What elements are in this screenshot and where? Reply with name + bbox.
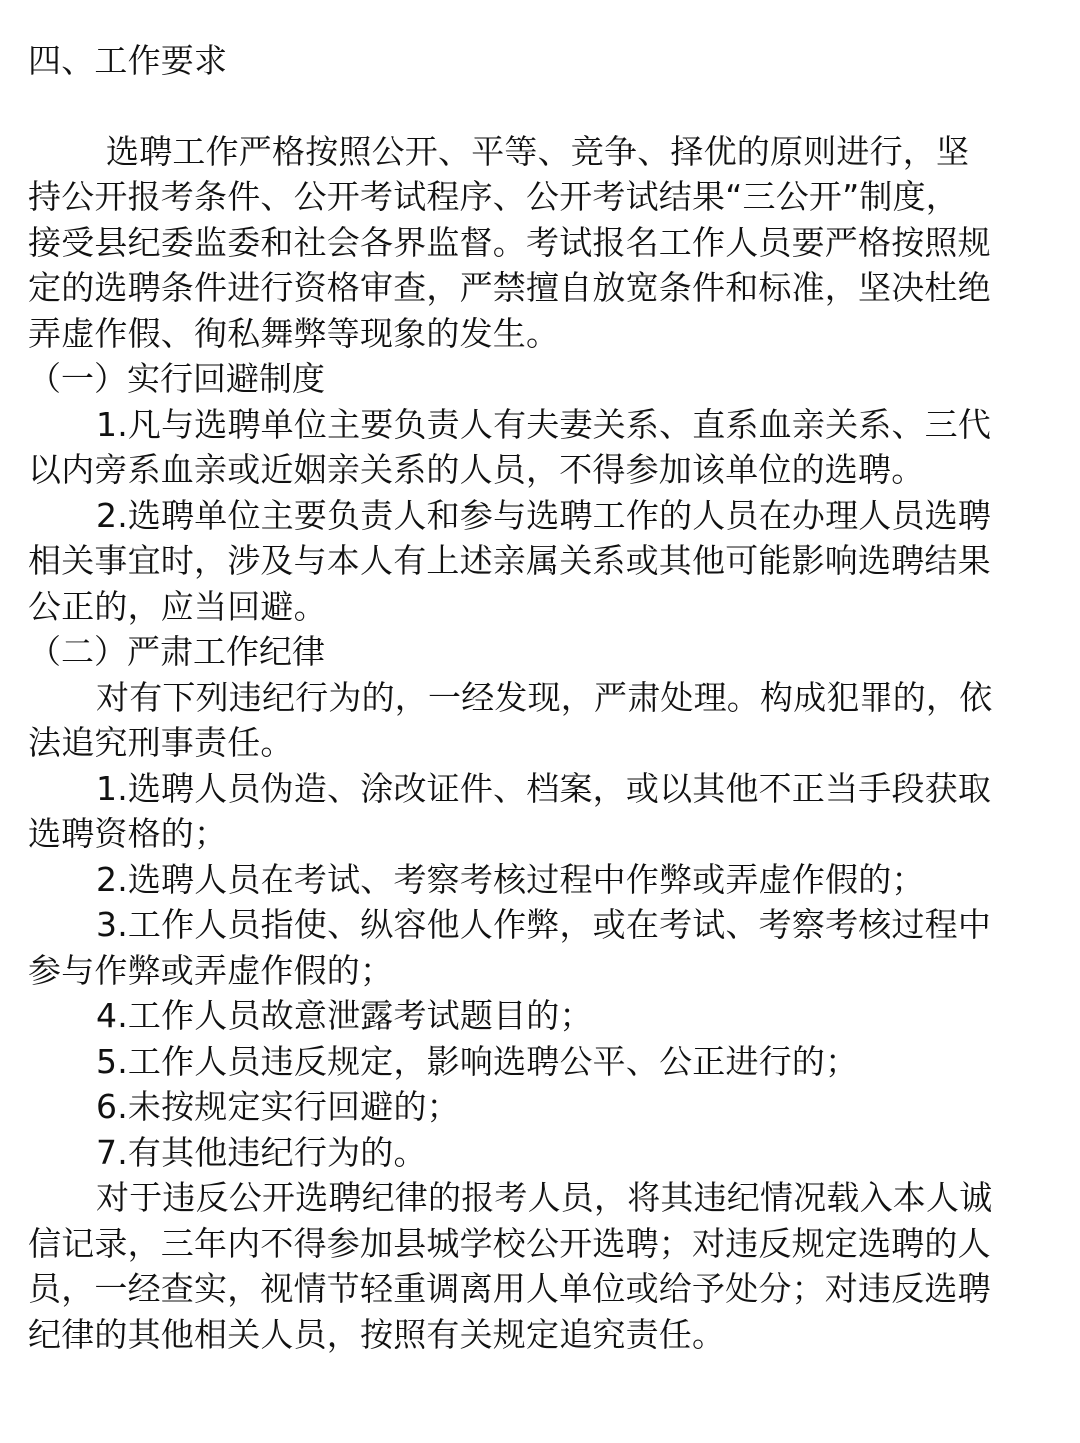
- item-line: 2.选聘单位主要负责人和参与选聘工作的人员在办理人员选聘: [96, 495, 992, 535]
- item-line: 以内旁系血亲或近姻亲关系的人员，不得参加该单位的选聘。: [28, 450, 925, 489]
- paragraph-line: 选聘工作严格按照公开、平等、竞争、择优的原则进行，坚: [106, 131, 970, 171]
- document-body: [28, 38, 1052, 1357]
- paragraph-line: 对有下列违纪行为的，一经发现，严肃处理。构成犯罪的，依: [96, 677, 993, 717]
- item-line: 选聘资格的；: [28, 814, 228, 853]
- discipline-item: [28, 857, 1052, 903]
- discipline-item: [28, 1130, 1052, 1176]
- discipline-item: [28, 1084, 1052, 1130]
- recusal-item: [28, 402, 1052, 493]
- paragraph-line: 持公开报考条件、公开考试程序、公开考试结果“三公开”制度，: [28, 177, 959, 216]
- intro-paragraph: [28, 129, 1052, 357]
- paragraph-line: 纪律的其他相关人员，按照有关规定追究责任。: [28, 1314, 726, 1354]
- item-line: 7.有其他违纪行为的。: [96, 1132, 427, 1172]
- subsection-title-recusal: （一）实行回避制度: [28, 359, 325, 398]
- item-line: 1.选聘人员伪造、涂改证件、档案，或以其他不正当手段获取: [96, 768, 992, 808]
- closing-paragraph: [28, 1175, 1052, 1357]
- item-line: 1.凡与选聘单位主要负责人有夫妻关系、直系血亲关系、三代: [96, 404, 992, 444]
- discipline-item: [28, 1039, 1052, 1085]
- item-line: 6.未按规定实行回避的；: [96, 1087, 460, 1126]
- item-line: 4.工作人员故意泄露考试题目的；: [96, 996, 593, 1035]
- item-line: 公正的，应当回避。: [28, 586, 327, 626]
- paragraph-line: 信记录，三年内不得参加县城学校公开选聘；对违反规定选聘的人: [28, 1223, 991, 1263]
- item-line: 5.工作人员违反规定，影响选聘公平、公正进行的；: [96, 1041, 859, 1081]
- item-line: 2.选聘人员在考试、考察考核过程中作弊或弄虚作假的；: [96, 859, 925, 899]
- item-line: 相关事宜时，涉及与本人有上述亲属关系或其他可能影响选聘结果: [28, 541, 991, 580]
- paragraph-line: 法追究刑事责任。: [28, 723, 294, 762]
- paragraph-line: 员，一经查实，视情节轻重调离用人单位或给予处分；对违反选聘: [28, 1269, 991, 1308]
- paragraph-line: 对于违反公开选聘纪律的报考人员，将其违纪情况载入本人诚: [96, 1178, 993, 1217]
- recusal-item: [28, 493, 1052, 630]
- item-line: 参与作弊或弄虚作假的；: [28, 950, 394, 990]
- discipline-intro: [28, 675, 1052, 766]
- paragraph-line: 弄虚作假、徇私舞弊等现象的发生。: [28, 313, 560, 353]
- discipline-item: [28, 993, 1052, 1039]
- paragraph-line: 接受县纪委监委和社会各界监督。考试报名工作人员要严格按照规: [28, 222, 991, 262]
- discipline-item: [28, 902, 1052, 993]
- item-line: 3.工作人员指使、纵容他人作弊，或在考试、考察考核过程中: [96, 905, 992, 944]
- section-heading: 四、工作要求: [28, 41, 228, 80]
- discipline-item: [28, 766, 1052, 857]
- paragraph-line: 定的选聘条件进行资格审查，严禁擅自放宽条件和标准，坚决杜绝: [28, 268, 991, 307]
- subsection-title-discipline: （二）严肃工作纪律: [28, 632, 325, 671]
